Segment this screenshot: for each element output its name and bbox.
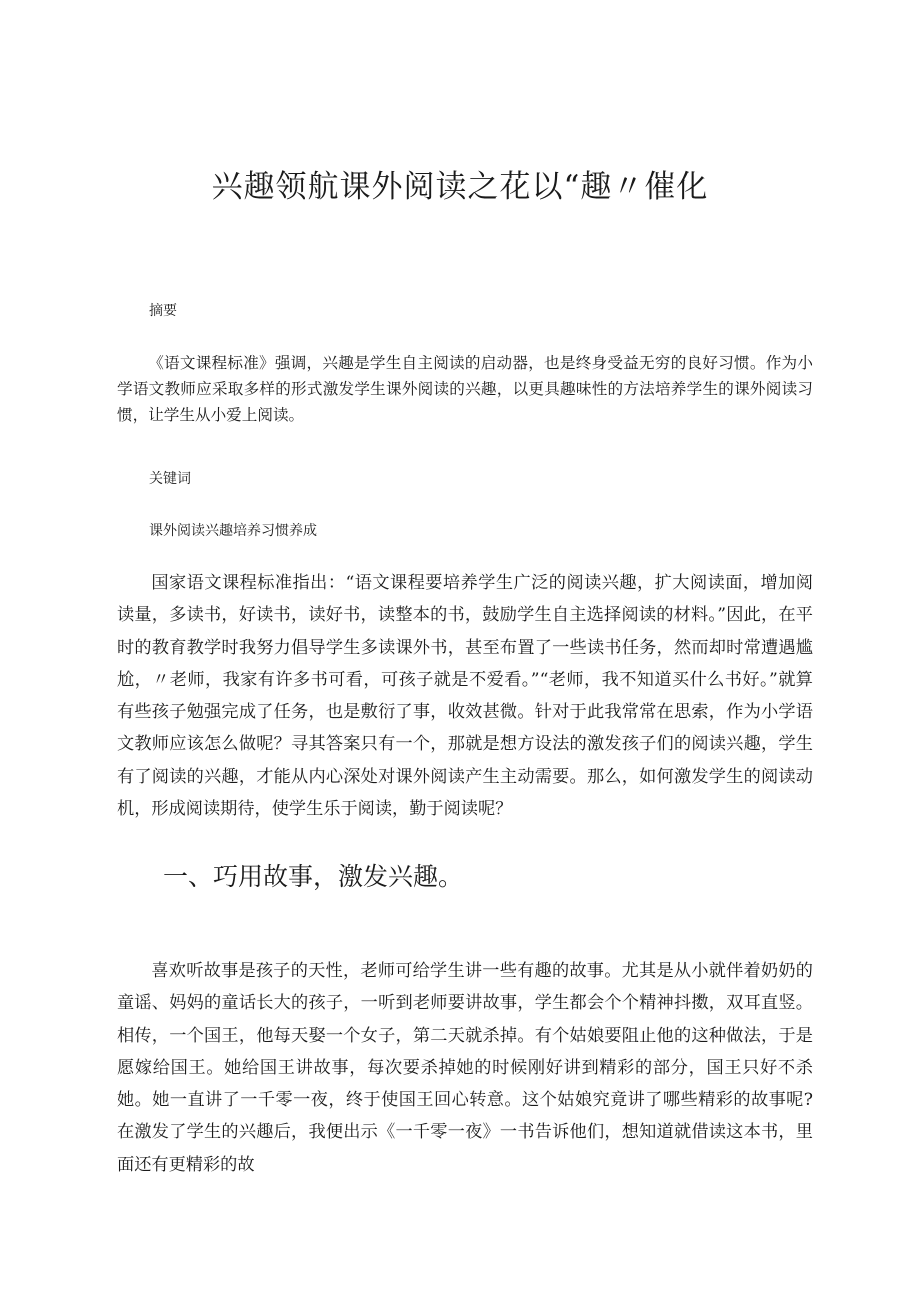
abstract-label: 摘要 bbox=[149, 303, 177, 319]
keywords-label: 关键词 bbox=[149, 471, 191, 487]
section-heading: 一、巧用故事，激发兴趣。 bbox=[163, 862, 464, 891]
keywords-text: 课外阅读兴趣培养习惯养成 bbox=[149, 523, 317, 539]
document-title: 兴趣领航课外阅读之花以“趣〃催化 bbox=[211, 169, 709, 205]
section-paragraph: 喜欢听故事是孩子的天性，老师可给学生讲一些有趣的故事。尤其是从小就伴着奶奶的童谣、妈妈的童话长大的孩子，一听到老师要讲故事，学生都会个个精神抖擞，双耳直竖。相传，一个国王，他每天娶一个女子，第二天就杀掉。有个姑娘要阻止他的这种做法，于是愿嫁给国王。她给国王讲故事，每次要杀掉她的时候刚好讲到精彩的部分，国王只好不杀她。她一直讲了一千零一夜，终于使国王回心转意。这个姑娘究竟讲了哪些精彩的故事呢?在激发了学生的兴趣后，我便出示《一千零一夜》一书告诉他们，想知道就借读这本书，里面还有更精彩的故 bbox=[117, 961, 813, 1175]
intro-paragraph: 国家语文课程标准指出：“语文课程要培养学生广泛的阅读兴趣，扩大阅读面，增加阅读量，多读书，好读书，读好书，读整本的书，鼓励学生自主选择阅读的材料。”因此，在平时的教育教学时我努力倡导学生多读课外书，甚至布置了一些读书任务，然而却时常遭遇尴尬，〃老师，我家有许多书可看，可孩子就是不爱看。”“老师，我不知道买什么书好。”就算有些孩子勉强完成了任务，也是敷衍了事，收效甚微。针对于此我常常在思索，作为小学语文教师应该怎么做呢？寻其答案只有一个，那就是想方设法的激发孩子们的阅读兴趣，学生有了阅读的兴趣，才能从内心深处对课外阅读产生主动需要。那么，如何激发学生的阅读动机，形成阅读期待，使学生乐于阅读，勤于阅读呢？ bbox=[117, 573, 813, 820]
abstract-text: 《语文课程标准》强调，兴趣是学生自主阅读的启动器，也是终身受益无穷的良好习惯。作为小学语文教师应采取多样的形式激发学生课外阅读的兴趣，以更具趣味性的方法培养学生的课外阅读习惯，让学生从小爱上阅读。 bbox=[117, 354, 813, 424]
